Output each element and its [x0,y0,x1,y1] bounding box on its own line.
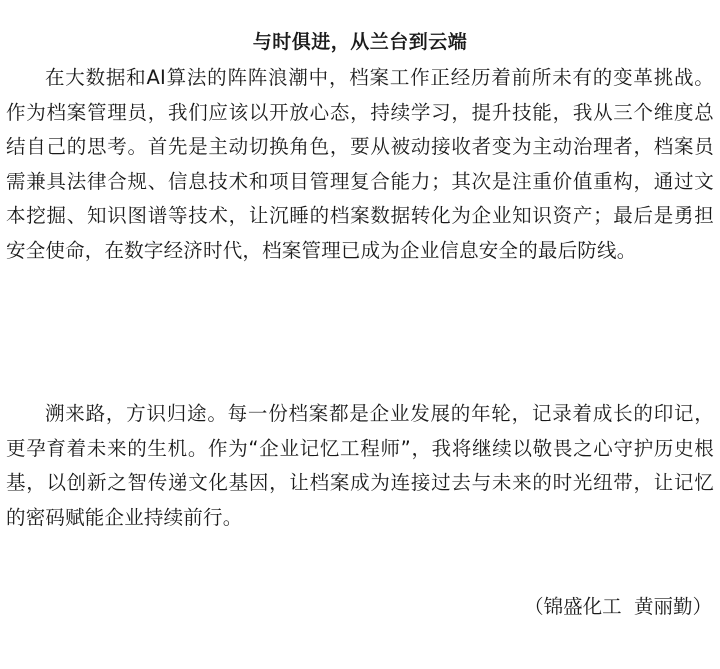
paragraph-2: 溯来路，方识归途。每一份档案都是企业发展的年轮，记录着成长的印记，更孕育着未来的生机。作为“企业记忆工程师”，我将继续以敬畏之心守护历史根基，以创新之智传递文化基因，让档案成为连接过去与未来的时光纽带，让记忆的密码赋能企业持续前行。 [6,402,714,529]
document-title: 与时俱进，从兰台到云端 [252,31,468,53]
paragraph-1: 在大数据和AI算法的阵阵浪潮中，档案工作正经历着前所未有的变革挑战。作为档案管理员，我们应该以开放心态，持续学习，提升技能，我从三个维度总结自己的思考。首先是主动切换角色，要从被动接收者变为主动治理者，档案员需兼具法律合规、信息技术和项目管理复合能力；其次是注重价值重构，通过文本挖掘、知识图谱等技术，让沉睡的档案数据转化为企业知识资产；最后是勇担安全使命，在数字经济时代，档案管理已成为企业信息安全的最后防线。 [6,66,714,262]
author-signature: （锦盛化工 黄丽勤） [524,595,712,618]
